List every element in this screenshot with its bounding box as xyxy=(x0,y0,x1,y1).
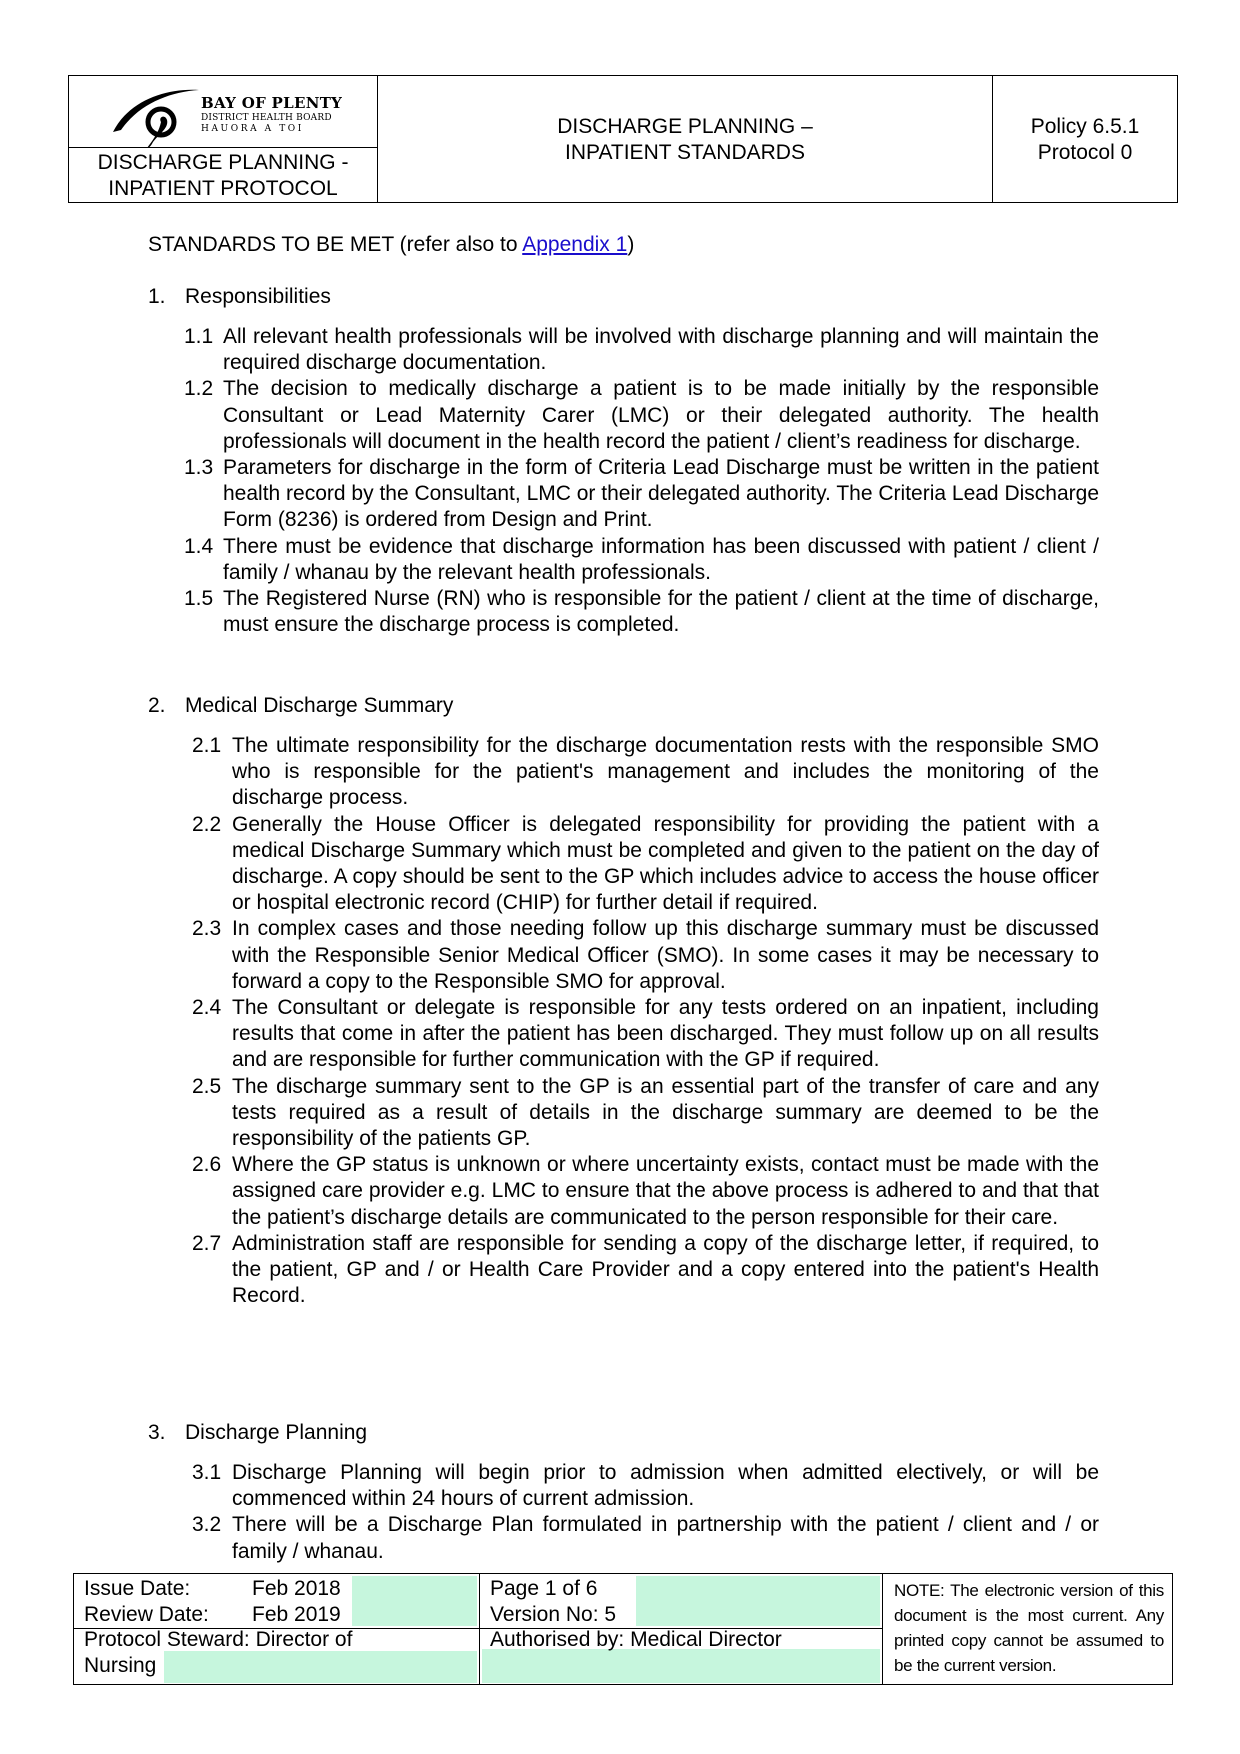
standards-intro xyxy=(148,232,634,258)
item-text: Where the GP status is unknown or where uncertainty exists, contact must be made with the assigned care provider e.g. LMC to ensure that the above process is adhered to and that that the patient’s discharge details are communicated to the person responsible for their care. xyxy=(232,1153,1099,1229)
section-title: Discharge Planning xyxy=(185,1421,368,1444)
bop-dhb-logo-icon xyxy=(109,82,201,150)
item-number: 2.6 xyxy=(192,1153,222,1177)
item-text: The decision to medically discharge a patient is to be made initially by the responsible Consultant or Lead Maternity Carer (LMC) or their delegated authority. The health professionals will document in the health record the patient / client’s readiness for discharge. xyxy=(223,377,1099,453)
document-title-line2: INPATIENT STANDARDS xyxy=(565,141,805,164)
item-number: 3.2 xyxy=(192,1513,222,1537)
footer-version-cell xyxy=(480,1574,883,1684)
document-title xyxy=(378,76,993,202)
review-date-value: Feb 2019 xyxy=(252,1603,341,1626)
protocol-title xyxy=(69,148,377,202)
section-1-items xyxy=(184,324,1099,638)
document-footer-table xyxy=(73,1573,1173,1685)
section-heading-discharge-planning xyxy=(148,1420,367,1446)
logo-line3: HAUORA A TOI xyxy=(201,124,304,134)
item-number: 1.1 xyxy=(184,325,214,348)
item-text: Generally the House Officer is delegated responsibility for providing the patient with a medical Discharge Summary which must be completed and given to the patient on the day of discharge. A copy should be sent to the GP which includes advice to access the house officer or hospital electronic record (CHIP) for further detail if required. xyxy=(232,812,1099,915)
highlight-field xyxy=(352,1576,477,1626)
footer-version-row xyxy=(480,1574,882,1629)
item-text: The Consultant or delegate is responsible for any tests ordered on an inpatient, including results that come in after the patient has been discharged. They must follow up on all results and are responsible for further communication with the GP if required. xyxy=(232,996,1099,1072)
authorised-by: Authorised by: Medical Director xyxy=(490,1628,782,1651)
item-text: The ultimate responsibility for the discharge documentation rests with the responsible SMO who is responsible for the patient's management and includes the monitoring of the discharge process. xyxy=(232,734,1099,810)
list-item xyxy=(184,455,1099,534)
section-number: 3. xyxy=(148,1421,166,1444)
item-number: 2.4 xyxy=(192,996,222,1020)
item-number: 2.7 xyxy=(192,1231,222,1255)
logo-box xyxy=(69,76,377,148)
section-2-items xyxy=(192,733,1099,1309)
document-header-table xyxy=(68,75,1178,203)
issue-date-label: Issue Date: xyxy=(84,1577,191,1600)
list-item xyxy=(192,916,1099,995)
logo-line2: DISTRICT HEALTH BOARD xyxy=(201,113,332,123)
item-text: There must be evidence that discharge information has been discussed with patient / client / family / whanau by the relevant health professionals. xyxy=(223,534,1099,584)
item-text: There will be a Discharge Plan formulated in partnership with the patient / client and / or family / whanau. xyxy=(232,1513,1099,1563)
highlight-field xyxy=(482,1649,880,1683)
list-item xyxy=(192,1512,1099,1564)
section-3-items xyxy=(192,1460,1099,1565)
section-heading-responsibilities xyxy=(148,284,331,310)
item-number: 1.5 xyxy=(184,587,214,611)
list-item xyxy=(192,733,1099,812)
list-item xyxy=(192,995,1099,1074)
policy-reference xyxy=(993,76,1177,202)
footer-steward-row xyxy=(74,1629,479,1684)
list-item xyxy=(184,324,1099,376)
list-item xyxy=(184,534,1099,586)
intro-text: STANDARDS TO BE MET (refer also to xyxy=(148,233,523,256)
list-item xyxy=(192,1231,1099,1310)
list-item xyxy=(192,1152,1099,1231)
section-heading-medical-discharge-summary xyxy=(148,693,453,719)
electronic-version-note: NOTE: The electronic version of this document is the most current. Any printed copy cannot be assumed to be the current version. xyxy=(894,1581,1164,1675)
highlight-field xyxy=(636,1576,880,1626)
item-text: Parameters for discharge in the form of Criteria Lead Discharge must be written in the patient health record by the Consultant, LMC or their delegated authority. The Criteria Lead Discharge Form (8236) is ordered from Design and Print. xyxy=(223,456,1099,532)
item-number: 2.3 xyxy=(192,917,222,941)
section-title: Responsibilities xyxy=(185,285,331,308)
item-text: All relevant health professionals will be involved with discharge planning and will maintain the required discharge documentation. xyxy=(223,325,1099,375)
policy-number: Policy 6.5.1 xyxy=(1030,115,1140,138)
protocol-steward-line1: Protocol Steward: Director of xyxy=(84,1628,353,1651)
item-number: 2.2 xyxy=(192,812,222,836)
issue-date-value: Feb 2018 xyxy=(252,1577,341,1600)
header-left-cell xyxy=(69,76,378,202)
section-title: Medical Discharge Summary xyxy=(185,694,454,717)
review-date-label: Review Date: xyxy=(84,1603,209,1626)
logo-text xyxy=(201,96,342,134)
footer-authorised-row xyxy=(480,1629,882,1684)
protocol-steward-line2: Nursing xyxy=(84,1654,157,1677)
item-text: The Registered Nurse (RN) who is responsible for the patient / client at the time of discharge, must ensure the discharge process is completed. xyxy=(223,587,1099,637)
intro-text-end: ) xyxy=(627,233,635,256)
appendix-1-link[interactable]: Appendix 1 xyxy=(522,233,628,256)
section-number: 2. xyxy=(148,694,166,717)
footer-dates-cell xyxy=(74,1574,480,1684)
protocol-title-line2: INPATIENT PROTOCOL xyxy=(108,177,338,200)
version-number: Version No: 5 xyxy=(490,1603,617,1626)
item-number: 2.1 xyxy=(192,734,222,757)
footer-dates-row xyxy=(74,1574,479,1629)
item-number: 2.5 xyxy=(192,1074,222,1098)
logo-line1: BAY OF PLENTY xyxy=(201,94,343,112)
protocol-number: Protocol 0 xyxy=(1037,141,1133,164)
item-number: 1.2 xyxy=(184,377,214,401)
item-text: The discharge summary sent to the GP is an essential part of the transfer of care and any tests required as a result of details in the discharge summary are deemed to be the responsibility of the patients GP. xyxy=(232,1074,1099,1151)
item-number: 1.3 xyxy=(184,456,214,480)
list-item xyxy=(192,812,1099,917)
item-number: 1.4 xyxy=(184,534,214,558)
section-number: 1. xyxy=(148,285,166,308)
item-number: 3.1 xyxy=(192,1461,222,1484)
item-text: Administration staff are responsible for sending a copy of the discharge letter, if required, to the patient, GP and / or Health Care Provider and a copy entered into the patient's Health Record. xyxy=(232,1231,1099,1308)
list-item xyxy=(192,1460,1099,1512)
list-item xyxy=(184,586,1099,638)
list-item xyxy=(192,1074,1099,1153)
highlight-field xyxy=(164,1651,477,1683)
item-text: In complex cases and those needing follow up this discharge summary must be discussed with the Responsible Senior Medical Officer (SMO). In some cases it may be necessary to forward a copy to the Responsible SMO for approval. xyxy=(232,917,1099,993)
list-item xyxy=(184,376,1099,455)
protocol-title-line1: DISCHARGE PLANNING - xyxy=(97,151,349,174)
item-text: Discharge Planning will begin prior to admission when admitted electively, or will be commenced within 24 hours of current admission. xyxy=(232,1461,1099,1511)
document-title-line1: DISCHARGE PLANNING – xyxy=(557,115,813,138)
page-number: Page 1 of 6 xyxy=(490,1577,598,1600)
